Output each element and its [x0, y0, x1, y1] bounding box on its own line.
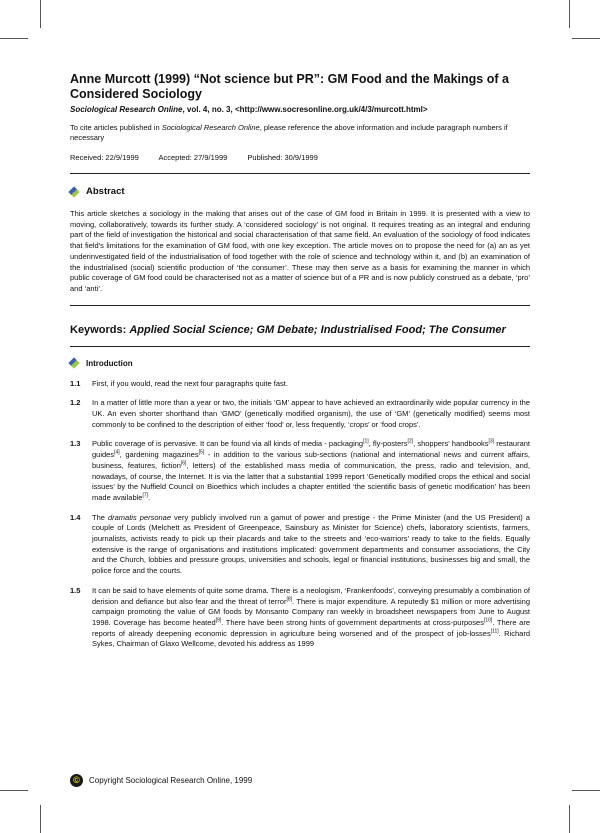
journal-name: Sociological Research Online [70, 105, 183, 114]
footnote-ref[interactable]: [10] [483, 617, 493, 624]
keywords-label: Keywords: [70, 323, 127, 336]
abstract-text: This article sketches a sociology in the making that arises out of the case of GM food in Britain in 1999. It is presented with a view to moving, collaboratively, towards its further study. A ‘considered sociology’ is not original. It requires treating as an integral and enduring part of the field of investigation the historical and social characterisation of that same field. An evaluation of the sociology of food indicates that field's limitations for the examination of GM food, with one key exception. The article moves on to propose the need for (a) an as yet underinvestigated field of the industrialisation of food together with the role of science and technology within it, and (b) an examination of the industrialised (social) scientific production of ‘the consumer’. These may then serve as a basis for examining the manner in which public coverage of GM food could be characterised not as a matter of science but of a PR and is now publicly construed as a debate, ‘pro’ and ‘anti’. [70, 209, 530, 293]
cite-note: To cite articles published in Sociological Research Online, please reference the above information and include paragraph numbers if necessary [70, 123, 508, 142]
footnote-ref[interactable]: [8] [286, 596, 293, 603]
paragraph [70, 379, 530, 390]
citation-details: , vol. 4, no. 3, <http://www.socresonline.org.uk/4/3/murcott.html> [182, 105, 428, 114]
footnote-ref[interactable]: [11] [490, 628, 499, 635]
footnote-ref[interactable]: [5] [198, 449, 205, 456]
paragraph [70, 439, 530, 503]
received-date: Received: 22/9/1999 [70, 153, 139, 162]
paragraph-number: 1.1 [70, 378, 81, 388]
crop-mark [569, 805, 570, 833]
divider [70, 173, 530, 174]
paragraph-number: 1.3 [70, 439, 81, 449]
paragraph [70, 513, 530, 577]
footer [70, 774, 252, 787]
crop-mark [572, 38, 600, 39]
dates-line [70, 153, 530, 162]
keywords [70, 324, 530, 336]
paragraph [70, 398, 530, 430]
paragraph-text: Public coverage of is pervasive. It can be found via all kinds of media - packaging[1], fly-posters[2], shoppers' handbooks[3] restaurant guides[4], gardening magazines[5] - in addition to the various sub-sections (national and international news and current affairs, business, features, fiction[6], letters) of the established mass media of communication, the press, radio and television, and, nowadays, of course, the Internet. It is via the latter that a substantial 1999 report ‘Genetically modified crops the ethical and social issues’ by the Nuffield Council on Bioethics which includes a chapter entitled ‘the scientific basis of genetic modification’ has been made available[7]. [92, 438, 531, 502]
published-date: Published: 30/9/1999 [247, 153, 318, 162]
citation-line [70, 105, 530, 114]
crop-mark [0, 38, 28, 39]
divider [70, 305, 530, 306]
diamond-bullet-icon [68, 357, 79, 368]
abstract-heading: Abstract [70, 186, 530, 197]
paragraph-text: The dramatis personae very publicly involved run a gamut of power and prestige - the Prime Minister (and the US President) a couple of Lords (Melchett as President of Greenpeace, Sainsbury as Minister for Science) chefs, laboratory scientists, farmers, journalists, activists ready to pick up their placards and take to the streets and ‘eco-warriors’ ready to take to the fields. Equally extensive is the range of organisations and institutions implicated: government departments and consumer associations, the City and the Church, lobbies and pressure groups, universities and schools, legal or financial institutions, businesses big and small, the police force and the courts. [92, 512, 530, 576]
article-title: Anne Murcott (1999) “Not science but PR”: GM Food and the Makings of a Considered Sociology [70, 72, 509, 101]
article-page [70, 72, 530, 650]
paragraph [70, 586, 530, 650]
paragraph-text: In a matter of little more than a year or two, the initials ‘GM’ appear to have achieved an extraordinarily wide popular currency in the UK. An even shorter shorthand than ‘GMO’ (genetically modified organism), the use of ‘GM’ (genetically modified) seems most commonly to be confined to the description of either ‘food’ or, less frequently, ‘crops’ or ‘food crops’. [92, 398, 530, 429]
crop-mark [0, 790, 28, 791]
paragraph-number: 1.5 [70, 585, 81, 595]
footnote-ref[interactable]: [7] [142, 492, 149, 499]
copyright-text: Copyright Sociological Research Online, 1999 [89, 776, 253, 785]
introduction-heading: Introduction [70, 359, 530, 368]
paragraph-number: 1.2 [70, 398, 81, 408]
footnote-ref[interactable]: [1] [363, 438, 369, 445]
footnote-ref[interactable]: [3] [488, 438, 495, 445]
crop-mark [572, 790, 600, 791]
footnote-ref[interactable]: [9] [215, 617, 222, 624]
divider [70, 346, 530, 347]
footnote-ref[interactable]: [6] [180, 460, 187, 467]
paragraph-text: It can be said to have elements of quite some drama. There is a neologism, ‘Frankenfoods’, conveying presumably a combination of derision and defiance but also fear and the threat of terror[8]. There is major expenditure. A reputedly $1 million or more advertising campaign promoting the value of GM foods by Monsanto Company ran weekly in broadsheet newspapers from June to August 1998. Coverage has become heated[9]. There have been strong hints of government departments at cross-purposes[10]. There are reports of already deepening economic depression in agriculture being worsened and of the prospect of job-losses[11]. Richard Sykes, Chairman of Glaxo Wellcome, devoted his address as 1999 [92, 585, 530, 649]
keywords-value: Applied Social Science; GM Debate; Industrialised Food; The Consumer [129, 323, 506, 336]
crop-mark [569, 0, 570, 28]
copyright-icon: © [70, 774, 83, 787]
crop-mark [40, 805, 41, 833]
footnote-ref[interactable]: [2] [407, 438, 414, 445]
diamond-bullet-icon [68, 186, 79, 197]
crop-mark [40, 0, 41, 28]
accepted-date: Accepted: 27/9/1999 [158, 153, 228, 162]
paragraph-number: 1.4 [70, 512, 81, 522]
paragraph-text: First, if you would, read the next four paragraphs quite fast. [92, 378, 288, 388]
footnote-ref[interactable]: [4] [114, 449, 120, 456]
